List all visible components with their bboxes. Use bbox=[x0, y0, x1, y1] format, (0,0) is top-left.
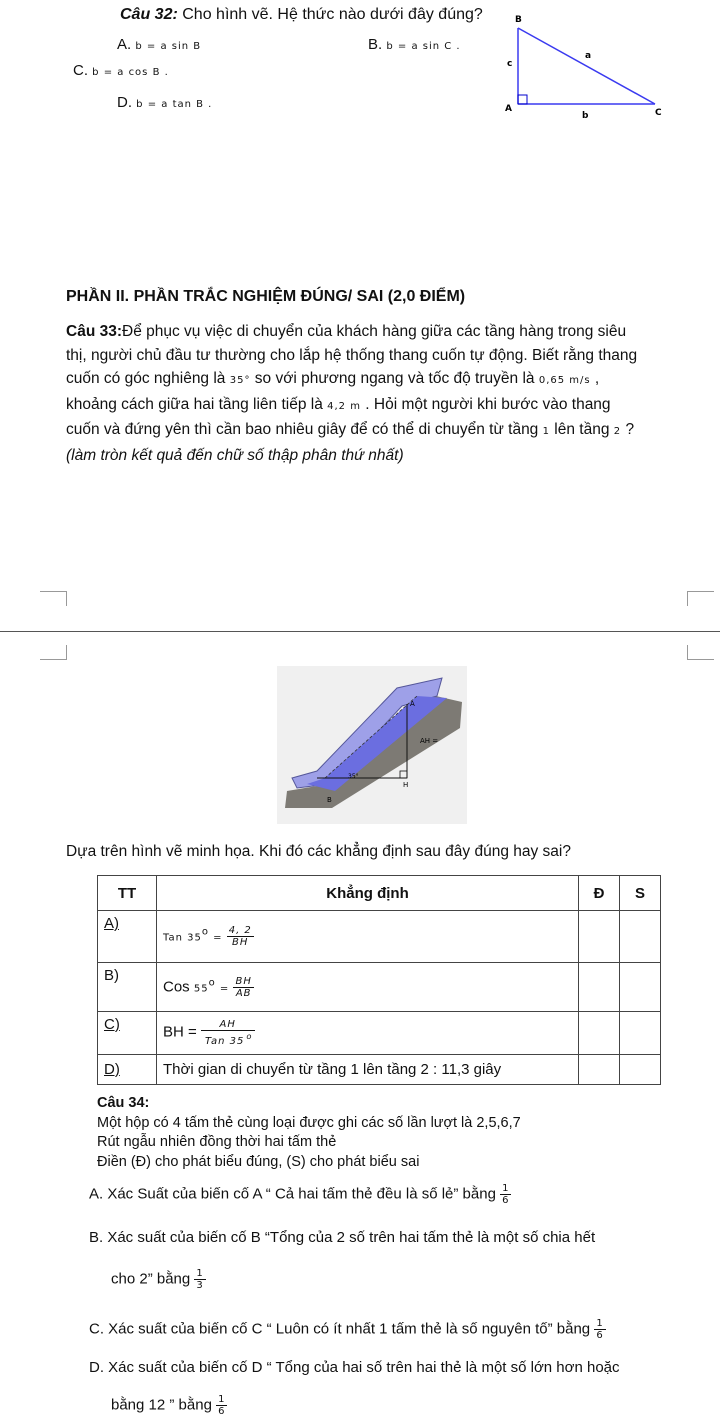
fraction bbox=[194, 1268, 205, 1291]
claim-c bbox=[157, 1012, 579, 1055]
claim-a bbox=[157, 911, 579, 963]
claim-eq: = bbox=[208, 932, 227, 944]
q34-statement-c bbox=[89, 1318, 606, 1341]
answer-d-b[interactable] bbox=[579, 963, 620, 1012]
claim-b bbox=[157, 963, 579, 1012]
option-letter: D. bbox=[117, 94, 132, 111]
claim-lhs: BH bbox=[163, 1023, 184, 1041]
side-a-label: a bbox=[585, 51, 592, 61]
claim-eq: = bbox=[215, 982, 234, 994]
q32-label: Câu 32: bbox=[120, 6, 178, 23]
statement-text: bằng 12 ” bằng bbox=[111, 1396, 217, 1414]
right-triangle-figure bbox=[495, 8, 675, 123]
fraction-den: 6 bbox=[218, 1406, 226, 1417]
q33-floor: 1 bbox=[542, 426, 550, 437]
point-a-label: A bbox=[410, 700, 415, 708]
q32-text: Cho hình vẽ. Hệ thức nào dưới đây đúng? bbox=[177, 6, 483, 23]
vertex-c-label: C bbox=[655, 108, 662, 118]
q32-option-c bbox=[73, 62, 169, 79]
q32-option-d bbox=[117, 94, 212, 111]
option-formula: b = a sin B bbox=[135, 41, 202, 52]
fraction-den: 3 bbox=[196, 1280, 204, 1291]
option-formula: b = a cos B . bbox=[92, 67, 169, 78]
q33-speed: 0,65 m/s bbox=[538, 375, 591, 386]
q34-intro bbox=[97, 1094, 521, 1172]
true-false-table bbox=[97, 875, 661, 1085]
q33-note: (làm tròn kết quả đến chữ số thập phân thứ nhất) bbox=[66, 446, 404, 464]
claim-lhs: Tan 35 bbox=[163, 932, 202, 944]
fraction-num: 1 bbox=[196, 1268, 204, 1279]
q34-statement-d bbox=[89, 1359, 620, 1417]
angle-label: 35° bbox=[348, 773, 359, 780]
q34-line: Điền (Đ) cho phát biểu đúng, (S) cho phát biểu sai bbox=[97, 1153, 420, 1170]
statement-text: cho 2” bằng bbox=[111, 1270, 195, 1288]
fraction-num: 1 bbox=[502, 1183, 510, 1194]
q33-label: Câu 33: bbox=[66, 323, 122, 340]
option-letter: B. bbox=[368, 36, 383, 53]
option-formula: b = a sin C . bbox=[386, 41, 461, 52]
q33-line: cuốn và đứng yên thì cần bao nhiêu giây để có thể di chuyển từ tầng bbox=[66, 421, 543, 438]
option-formula: b = a tan B . bbox=[136, 99, 213, 110]
table-row bbox=[98, 963, 661, 1012]
q34-statement-b bbox=[89, 1229, 595, 1291]
answer-s-c[interactable] bbox=[620, 1012, 661, 1055]
q33-line: ? bbox=[621, 421, 635, 438]
q33-line: . Hỏi một người khi bước vào thang bbox=[360, 395, 611, 413]
q33-line: khoảng cách giữa hai tầng liên tiếp là bbox=[66, 395, 328, 413]
claim-small: 55 bbox=[193, 982, 209, 994]
fraction-num: AH bbox=[201, 1019, 255, 1031]
fraction-den: 6 bbox=[502, 1195, 510, 1206]
q33-line: Để phục vụ việc di chuyển của khách hàng giữa các tầng hàng trong siêu bbox=[122, 323, 627, 340]
claim-sup: o bbox=[208, 976, 216, 988]
statement-text: D. Xác suất của biến cố D “ Tổng của hai số trên hai thẻ là một số lớn hơn hoặc bbox=[89, 1359, 620, 1376]
side-b-label: b bbox=[582, 111, 589, 121]
q32-option-a bbox=[117, 36, 201, 53]
header-d: Đ bbox=[579, 876, 620, 911]
crop-mark bbox=[687, 645, 714, 660]
q33-line: , bbox=[590, 370, 600, 387]
q33-prompt: Dựa trên hình vẽ minh họa. Khi đó các khẳng định sau đây đúng hay sai? bbox=[66, 843, 571, 860]
q33-line: so với phương ngang và tốc độ truyền là bbox=[250, 370, 539, 387]
table-row bbox=[98, 1055, 661, 1085]
point-h-label: H bbox=[403, 781, 409, 789]
q33-line: cuốn có góc nghiêng là bbox=[66, 370, 230, 387]
answer-s-b[interactable] bbox=[620, 963, 661, 1012]
q33-line: thị, người chủ đầu tư thường cho lắp hệ thống thang cuốn tự động. Biết rằng thang bbox=[66, 346, 638, 364]
statement-text: C. Xác suất của biến cố C “ Luôn có ít nhất 1 tấm thẻ là số nguyên tố” bằng bbox=[89, 1320, 595, 1338]
crop-mark bbox=[40, 591, 67, 606]
row-label: B) bbox=[98, 963, 157, 1012]
part2-heading: PHẦN II. PHẦN TRẮC NGHIỆM ĐÚNG/ SAI (2,0 ĐIỂM) bbox=[66, 288, 466, 305]
q34-line: Một hộp có 4 tấm thẻ cùng loại được ghi các số lần lượt là 2,5,6,7 bbox=[97, 1114, 521, 1131]
claim-eq: = bbox=[183, 1023, 201, 1041]
q33-line: lên tầng bbox=[550, 421, 614, 438]
vertex-a-label: A bbox=[505, 104, 512, 114]
answer-d-a[interactable] bbox=[579, 911, 620, 963]
page-divider bbox=[0, 631, 720, 632]
statement-text: A. Xác Suất của biến cố A “ Cả hai tấm thẻ đều là số lẻ” bằng bbox=[89, 1185, 501, 1203]
option-letter: C. bbox=[73, 62, 88, 79]
answer-s-a[interactable] bbox=[620, 911, 661, 963]
q34-statement-a bbox=[89, 1183, 511, 1206]
side-a bbox=[518, 28, 655, 104]
fraction-den: Tan 35 bbox=[204, 1035, 245, 1047]
fraction-num: 4, 2 bbox=[228, 925, 252, 936]
fraction bbox=[227, 925, 254, 948]
row-label: A) bbox=[104, 915, 119, 932]
statement-text: B. Xác suất của biến cố B “Tổng của 2 số trên hai tấm thẻ là một số chia hết bbox=[89, 1229, 596, 1246]
header-tt: TT bbox=[98, 876, 157, 911]
claim-lhs: Cos bbox=[163, 977, 190, 995]
fraction bbox=[233, 976, 253, 999]
crop-mark bbox=[40, 645, 67, 660]
fraction bbox=[594, 1318, 605, 1341]
answer-d-d[interactable] bbox=[579, 1055, 620, 1085]
fraction-den: AB bbox=[235, 987, 252, 999]
header-claim: Khẳng định bbox=[157, 876, 579, 911]
side-c-label: c bbox=[507, 59, 513, 69]
crop-mark bbox=[687, 591, 714, 606]
right-angle-marker bbox=[518, 95, 527, 104]
fraction-den-sup: o bbox=[246, 1031, 253, 1042]
row-label: C) bbox=[104, 1016, 120, 1033]
fraction bbox=[500, 1183, 511, 1206]
answer-s-d[interactable] bbox=[620, 1055, 661, 1085]
fraction-num: BH bbox=[235, 975, 252, 987]
vertex-b-label: B bbox=[515, 15, 522, 25]
q33-body bbox=[66, 320, 696, 467]
table-row bbox=[98, 911, 661, 963]
fraction bbox=[216, 1394, 227, 1417]
answer-d-c[interactable] bbox=[579, 1012, 620, 1055]
ah-label: AH = bbox=[420, 737, 439, 745]
point-b-label: B bbox=[327, 796, 332, 804]
q33-angle: 35° bbox=[229, 375, 251, 386]
escalator-figure bbox=[277, 666, 467, 824]
fraction-num: 1 bbox=[596, 1318, 604, 1329]
claim-sup: o bbox=[201, 926, 209, 938]
option-letter: A. bbox=[117, 36, 132, 53]
fraction-den: 6 bbox=[596, 1330, 604, 1341]
fraction bbox=[201, 1019, 255, 1046]
row-label: D) bbox=[104, 1061, 120, 1078]
table-row bbox=[98, 1012, 661, 1055]
q32-heading bbox=[120, 6, 483, 24]
q34-label: Câu 34: bbox=[97, 1095, 150, 1111]
fraction-den: BH bbox=[232, 937, 249, 948]
q34-line: Rút ngẫu nhiên đồng thời hai tấm thẻ bbox=[97, 1134, 337, 1150]
q33-height: 4,2 m bbox=[327, 400, 361, 412]
claim-d: Thời gian di chuyển từ tầng 1 lên tầng 2 : 11,3 giây bbox=[157, 1055, 579, 1085]
q33-floor: 2 bbox=[613, 426, 622, 437]
q32-option-b bbox=[368, 36, 461, 53]
fraction-num: 1 bbox=[218, 1394, 226, 1405]
header-s: S bbox=[620, 876, 661, 911]
